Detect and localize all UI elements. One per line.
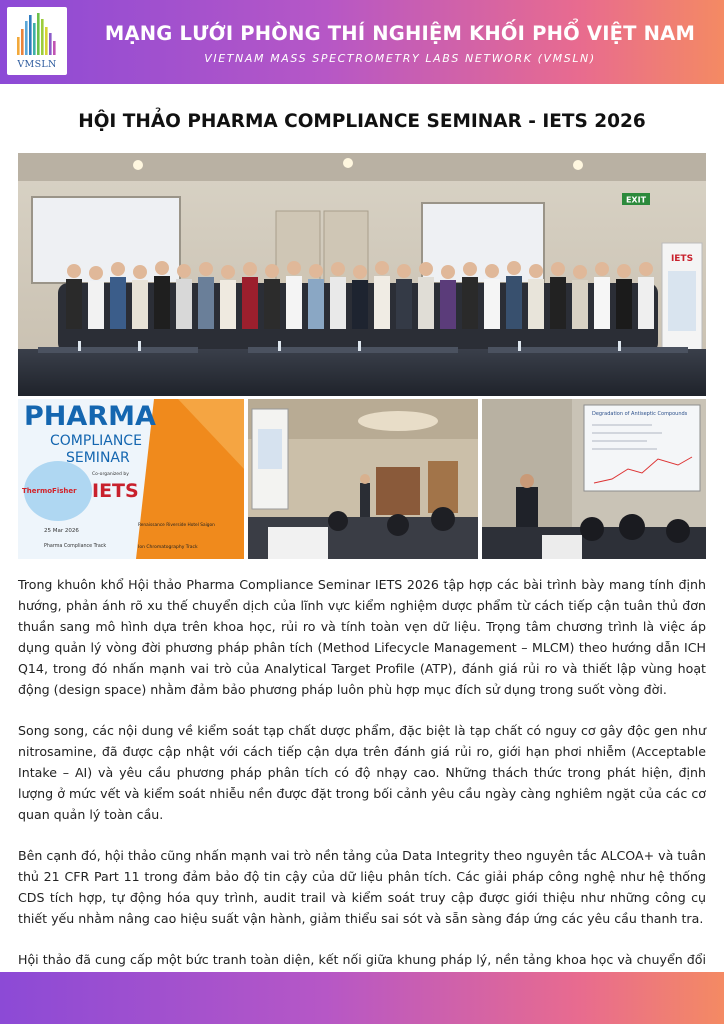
seminar-poster-photo [18,399,244,559]
poster-line-seminar: SEMINAR [66,450,130,466]
logo-text: VMSLN [17,59,57,70]
speaker-photo [482,399,706,559]
paragraph-4: Hội thảo đã cung cấp một bức tranh toàn diện, kết nối giữa khung pháp lý, nền tảng khoa học và chuyển đổi [18,952,706,967]
poster-track-2: Ion Chromatography Track [138,545,198,550]
logo-bars-icon [15,11,59,57]
header-banner [0,0,724,84]
presenter-figure [516,487,538,533]
conference-tables [18,349,706,396]
group-photo [18,153,706,396]
vmsln-logo [7,7,67,75]
presentation-room-photo [248,399,478,559]
banner-text: IETS [670,254,694,264]
page-title: HỘI THẢO PHARMA COMPLIANCE SEMINAR - IETS 2026 [78,111,646,132]
poster-sponsor-iets: IETS [92,480,139,502]
org-name: MẠNG LƯỚI PHÒNG THÍ NGHIỆM KHỐI PHỔ VIỆT NAM [104,22,696,45]
exit-sign: EXIT [625,195,647,205]
poster-organized-by: Co-organized by [92,472,129,477]
poster-line-compliance: COMPLIANCE [50,433,142,449]
poster-track-1: Pharma Compliance Track [44,544,107,549]
poster-line-pharma: PHARMA [24,401,156,432]
org-subtitle: VIETNAM MASS SPECTROMETRY LABS NETWORK (VMSLN) [204,52,596,65]
poster-sponsor-thermo: ThermoFisher [22,487,77,495]
slide-title: Degradation of Antiseptic Compounds [592,411,688,417]
paragraph-3: Bên cạnh đó, hội thảo cũng nhấn mạnh vai trò nền tảng của Data Integrity theo nguyên tắc ALCOA+ và tuân thủ 21 CFR Part 11 trong đảm bảo độ tin cậy của dữ liệu phân tích. Các giải pháp công nghệ như hệ thống CDS tích hợp, tự động hóa quy trình, audit trail và kiểm soát truy cập được giới thiệu như những công cụ thiết yếu nhằm nâng cao hiệu suất vận hành, giảm thiểu sai sót và sẵn sàng đáp ứng các yêu cầu thanh tra. [18,848,706,926]
speaker-figure [360,483,370,517]
paragraph-2: Song song, các nội dung về kiểm soát tạp chất dược phẩm, đặc biệt là tạp chất có nguy cơ gây độc gen như nitrosamine, đã được cập nhật với cách tiếp cận dựa trên đánh giá rủi ro, giới hạn phơi nhiễm (Acceptable Intake – AI) và yêu cầu phương pháp phân tích có độ nhạy cao. Những thách thức trong phát hiện, định lượng ở mức vết và kiểm soát nhiễu nền được đặt trong bối cảnh yêu cầu ngày càng nghiêm ngặt của các cơ quan quản lý toàn cầu. [18,723,706,822]
poster-date: 25 Mar 2026 [44,528,79,534]
article-body [18,574,706,1011]
footer-banner [0,972,724,1024]
paragraph-1: Trong khuôn khổ Hội thảo Pharma Compliance Seminar IETS 2026 tập hợp các bài trình bày mang tính định hướng, phản ánh rõ xu thế chuyển dịch của lĩnh vực kiểm nghiệm dược phẩm từ cách tiếp cận tuân thủ đơn thuần sang mô hình dựa trên khoa học, rủi ro và tính toàn vẹn dữ liệu. Trọng tâm chương trình là việc áp dụng quản lý vòng đời phương pháp phân tích (Method Lifecycle Management – MLCM) theo hướng dẫn ICH Q14, trong đó nhấn mạnh vai trò của Analytical Target Profile (ATP), đánh giá rủi ro và thiết lập vùng hoạt động (design space) nhằm đảm bảo phương pháp luôn phù hợp mục đích sử dụng trong suốt vòng đời. [18,577,706,697]
poster-venue: Renaissance Riverside Hotel Saigon [138,523,215,528]
